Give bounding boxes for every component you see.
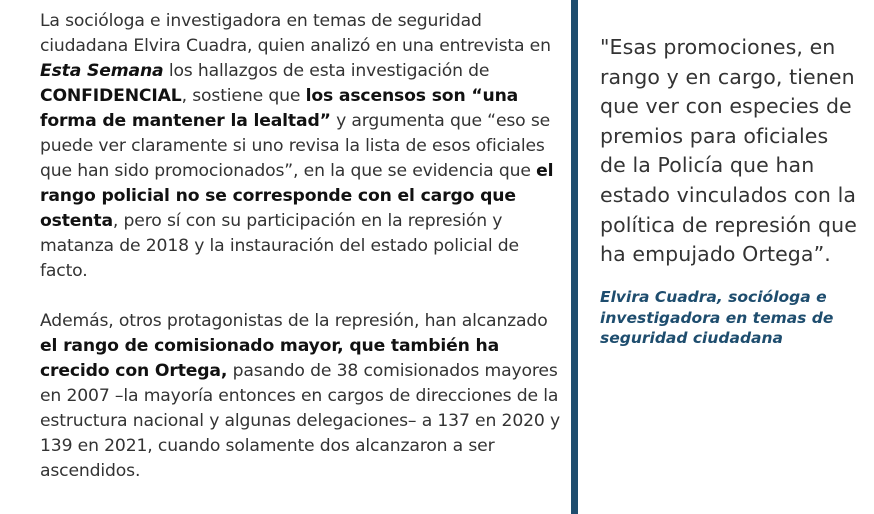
- paragraph-text: , sostiene que: [181, 86, 306, 106]
- paragraph-text: La socióloga e investigadora en temas de seguridad ciudadana Elvira Cuadra, quien analizó en una entrevista en: [40, 11, 551, 56]
- quote-text: "Esas promociones, en rango y en cargo, tienen que ver con especies de premios para oficiales de la Policía que han estado vinculados con la política de represión que ha empujado Ortega”.: [600, 35, 857, 267]
- article-paragraph-1: [40, 9, 560, 284]
- pullquote: [600, 33, 860, 349]
- article-body: [40, 9, 560, 484]
- publication-name: CONFIDENCIAL: [40, 86, 182, 106]
- paragraph-text: y argumenta que “eso se puede ver claramente si uno revisa la lista de esos oficiales que han sido promocionados”, en la que se evidencia que: [40, 111, 551, 181]
- program-name: Esta Semana: [40, 61, 164, 81]
- paragraph-text: pasando de 38 comisionados mayores en 2007 –la mayoría entonces en cargos de direcciones de la estructura nacional y algunas delegaciones– a 137 en 2020 y 139 en 2021, cuando solamente dos alcanzaron a ser ascendidos.: [40, 361, 561, 481]
- quote-attribution: Elvira Cuadra, socióloga e investigadora en temas de seguridad ciudadana: [600, 287, 834, 348]
- highlight-text: el rango de comisionado mayor, que también ha crecido con Ortega,: [40, 336, 500, 381]
- highlight-text: los ascensos son “una forma de mantener la lealtad”: [40, 86, 519, 131]
- highlight-text: el rango policial no se corresponde con el cargo que ostenta: [40, 161, 554, 231]
- paragraph-text: Además, otros protagonistas de la represión, han alcanzado: [40, 311, 548, 331]
- article-paragraph-2: [40, 309, 560, 484]
- paragraph-text: , pero sí con su participación en la represión y matanza de 2018 y la instauración del estado policial de facto.: [40, 211, 519, 281]
- pullquote-divider: [571, 0, 578, 514]
- paragraph-text: los hallazgos de esta investigación de: [163, 61, 490, 81]
